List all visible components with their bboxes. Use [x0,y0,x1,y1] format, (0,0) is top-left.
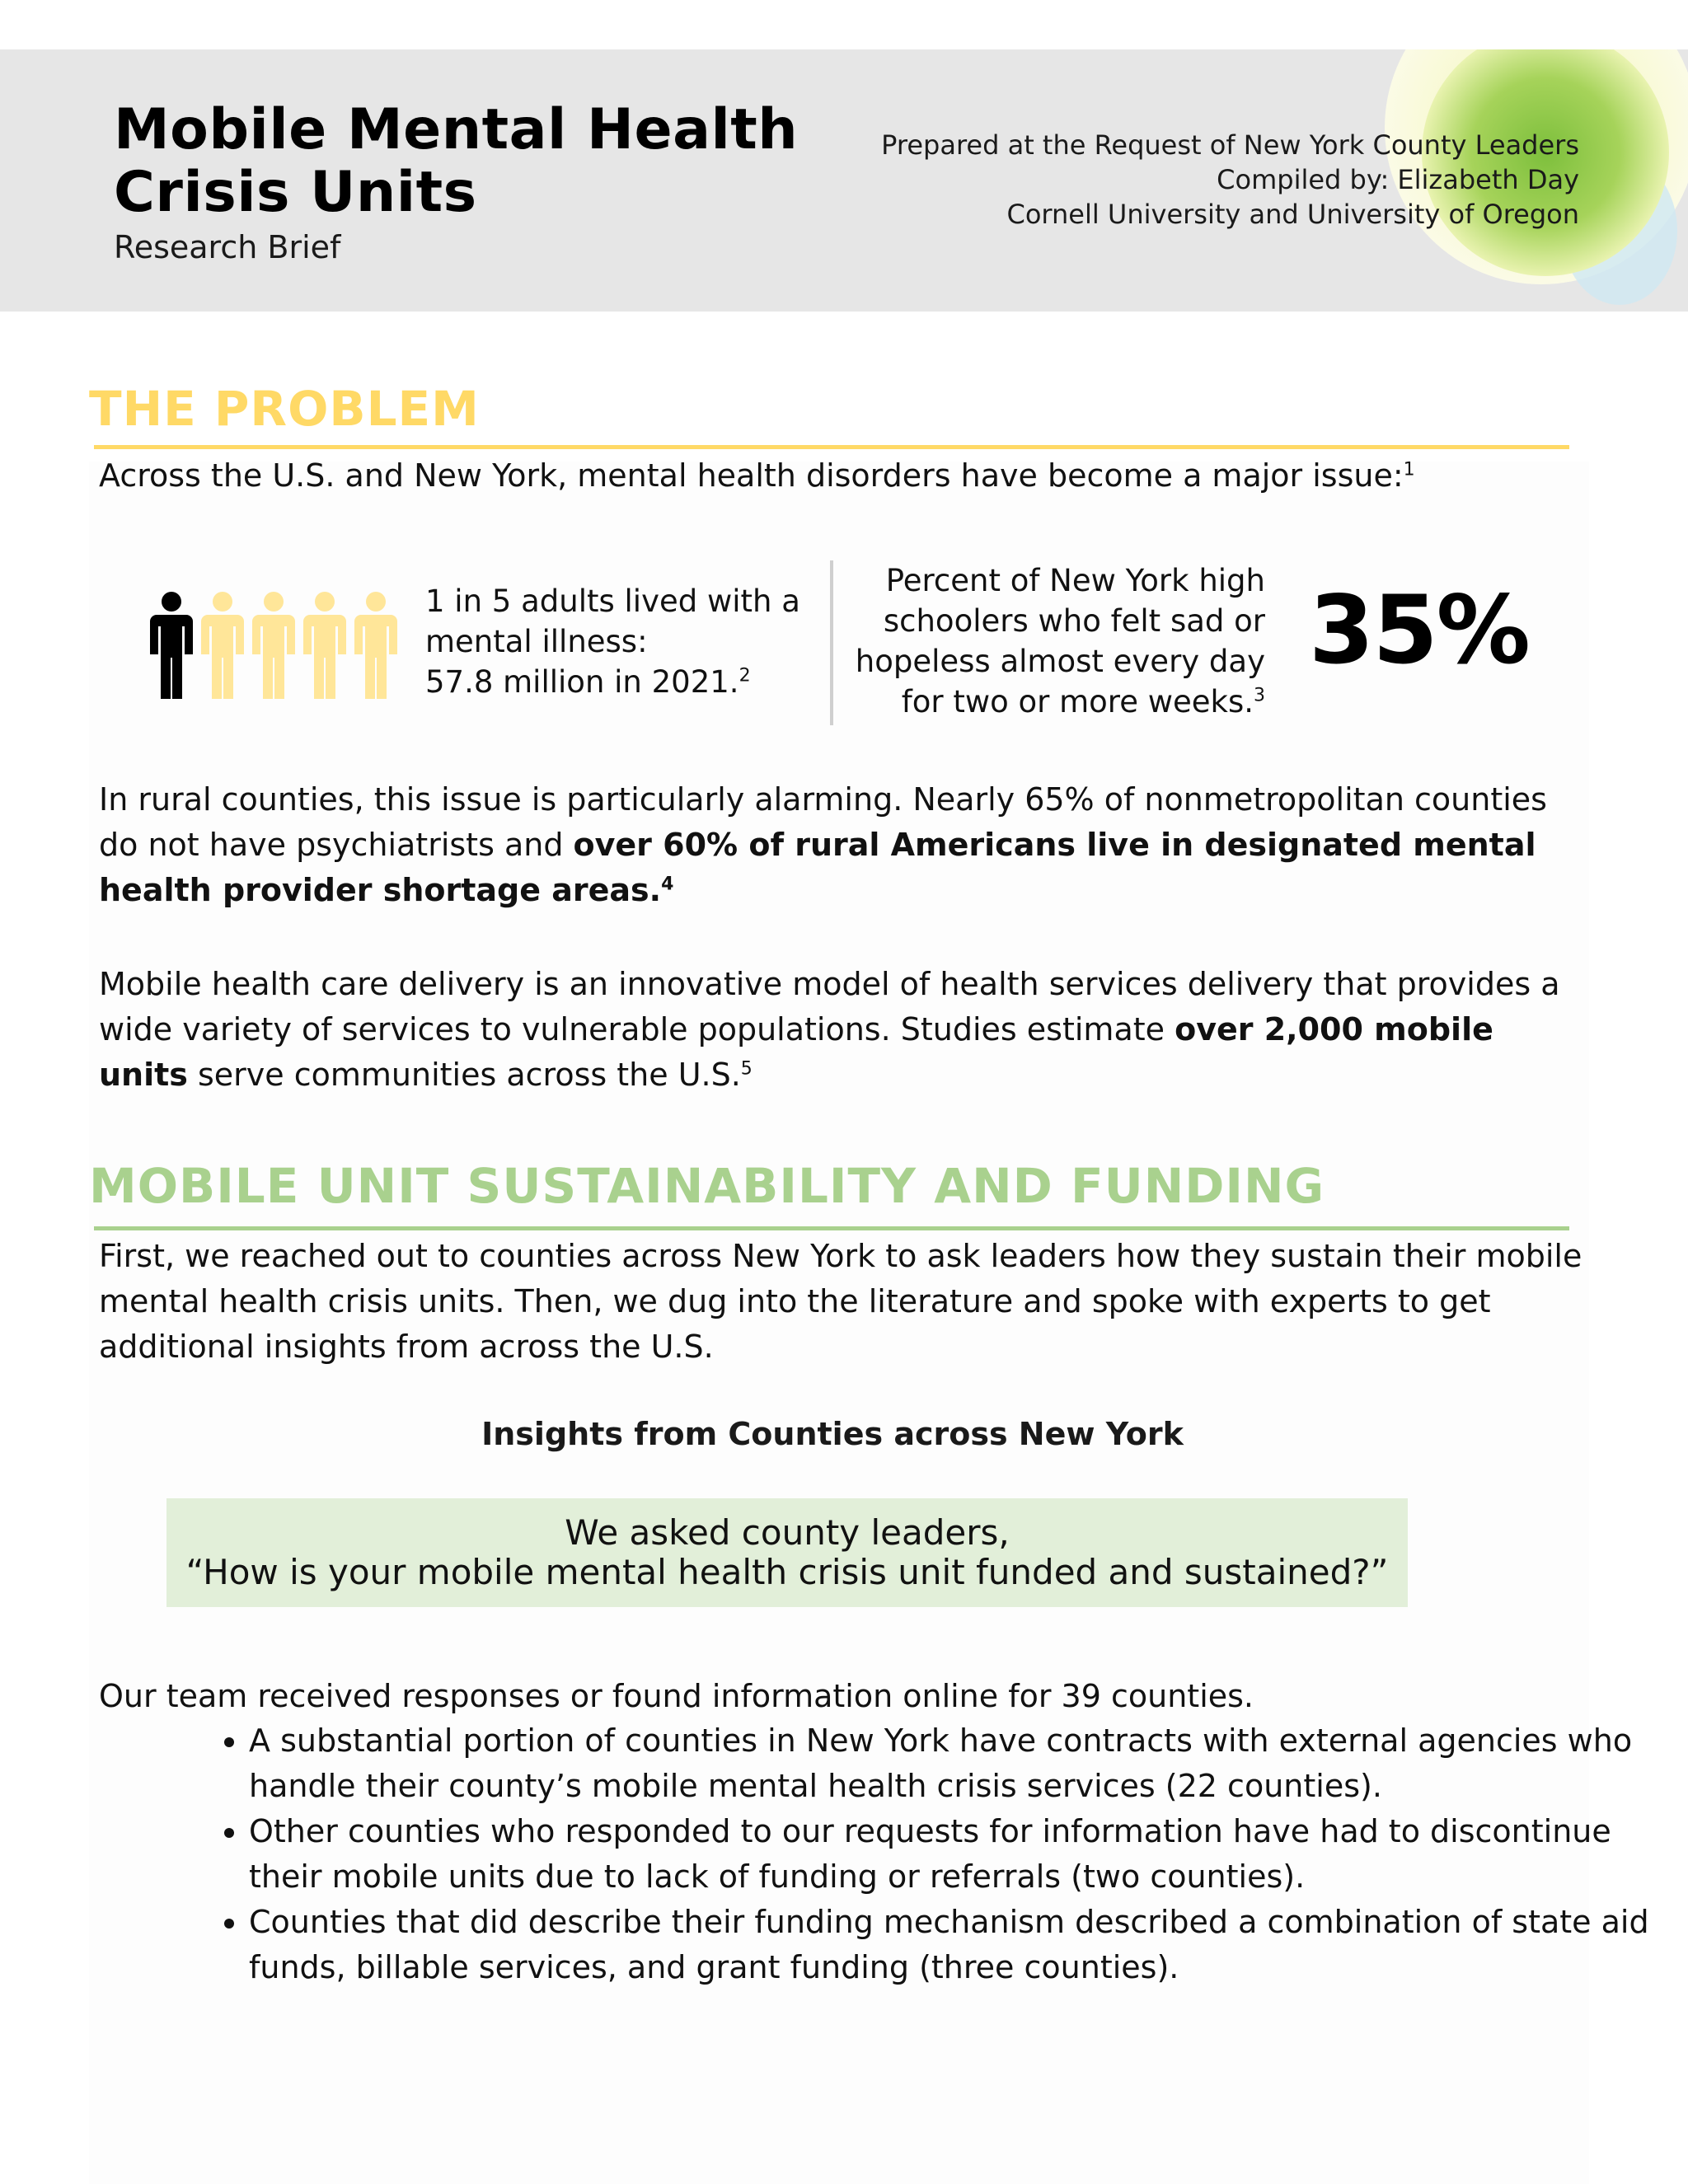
footnote-5: 5 [740,1058,753,1080]
quote-line-1: We asked county leaders, [565,1512,1010,1553]
adults-stat-line-2: mental illness: [425,624,648,659]
adults-stat [425,581,821,702]
rural-paragraph [99,777,1582,913]
rural-text: In rural counties, this issue is particularly alarming. Nearly 65% of nonmetropolitan counties do not have psychiatrists and [99,781,1547,863]
footnote-1: 1 [1403,459,1415,480]
highschool-stat-line-2: schoolers who felt sad or [883,603,1265,639]
people-icon [145,592,401,699]
highschool-stat-line-1: Percent of New York high [885,563,1265,598]
person-icon-3 [252,592,295,699]
adults-stat-line-3-text: 57.8 million in 2021. [425,664,739,700]
page-title [114,99,798,224]
funding-intro: First, we reached out to counties across New York to ask leaders how they sustain their mobile mental health crisis units. Then, we dug into the literature and spoke with experts to get additional insights from across the U.S. [99,1238,1582,1365]
funding-heading: MOBILE UNIT SUSTAINABILITY AND FUNDING [89,1158,1325,1214]
responses-text: Our team received responses or found information online for 39 counties. [99,1678,1254,1714]
person-icon-1 [150,592,193,699]
prepared-line-3: Cornell University and University of Oregon [1006,199,1579,230]
title-line-1: Mobile Mental Health [114,97,799,162]
mobile-text: Mobile health care delivery is an innovative model of health services delivery that provides a wide variety of services to vulnerable populations. Studies estimate [99,966,1560,1047]
quote-box [166,1498,1408,1607]
header-banner [0,49,1688,312]
insights-heading: Insights from Counties across New York [481,1416,1184,1452]
problem-intro [99,453,1582,499]
problem-heading: THE PROBLEM [89,381,480,437]
adults-stat-line-3 [425,662,821,702]
problem-intro-text: Across the U.S. and New York, mental health disorders have become a major issue: [99,457,1404,494]
quote-line-2: “How is your mobile mental health crisis unit funded and sustained?” [185,1552,1389,1592]
mobile-bold-text: over 2,000 mobile units [99,1011,1493,1093]
prepared-info [755,128,1579,232]
mobile-text-2: serve communities across the U.S. [187,1057,741,1093]
highschool-percent: 35% [1309,575,1529,685]
highschool-stat-line-4-text: for two or more weeks. [901,684,1254,719]
footnote-4: 4 [661,874,674,895]
highschool-stat-line-3: hopeless almost every day [855,644,1265,679]
list-item: • A substantial portion of counties in New York have contracts with external agencies who handle their county’s mobile mental health crisis services (22 counties). [249,1718,1650,1809]
list-item: • Other counties who responded to our requests for information have had to discontinue their mobile units due to lack of funding or referrals (two counties). [249,1809,1650,1900]
prepared-line-2: Compiled by: Elizabeth Day [1217,164,1579,195]
highschool-stat [849,560,1265,722]
mobile-paragraph [99,962,1582,1098]
title-line-2: Crisis Units [114,160,477,225]
funding-rule [94,1226,1569,1230]
problem-rule [94,445,1569,449]
person-icon-5 [354,592,397,699]
findings-list [198,1718,1650,1990]
highschool-stat-line-4 [849,682,1265,722]
rural-bold-text: over 60% of rural Americans live in designated mental health provider shortage areas. [99,827,1536,908]
page-subtitle: Research Brief [114,229,341,265]
prepared-line-1: Prepared at the Request of New York County Leaders [881,129,1579,161]
adults-stat-line-1: 1 in 5 adults lived with a [425,583,800,619]
list-item: • Counties that did describe their funding mechanism described a combination of state aid funds, billable services, and grant funding (three counties). [249,1900,1650,1990]
person-icon-2 [201,592,244,699]
footnote-2: 2 [738,665,751,687]
footnote-3: 3 [1254,685,1265,706]
stat-divider [830,560,833,725]
person-icon-4 [303,592,346,699]
